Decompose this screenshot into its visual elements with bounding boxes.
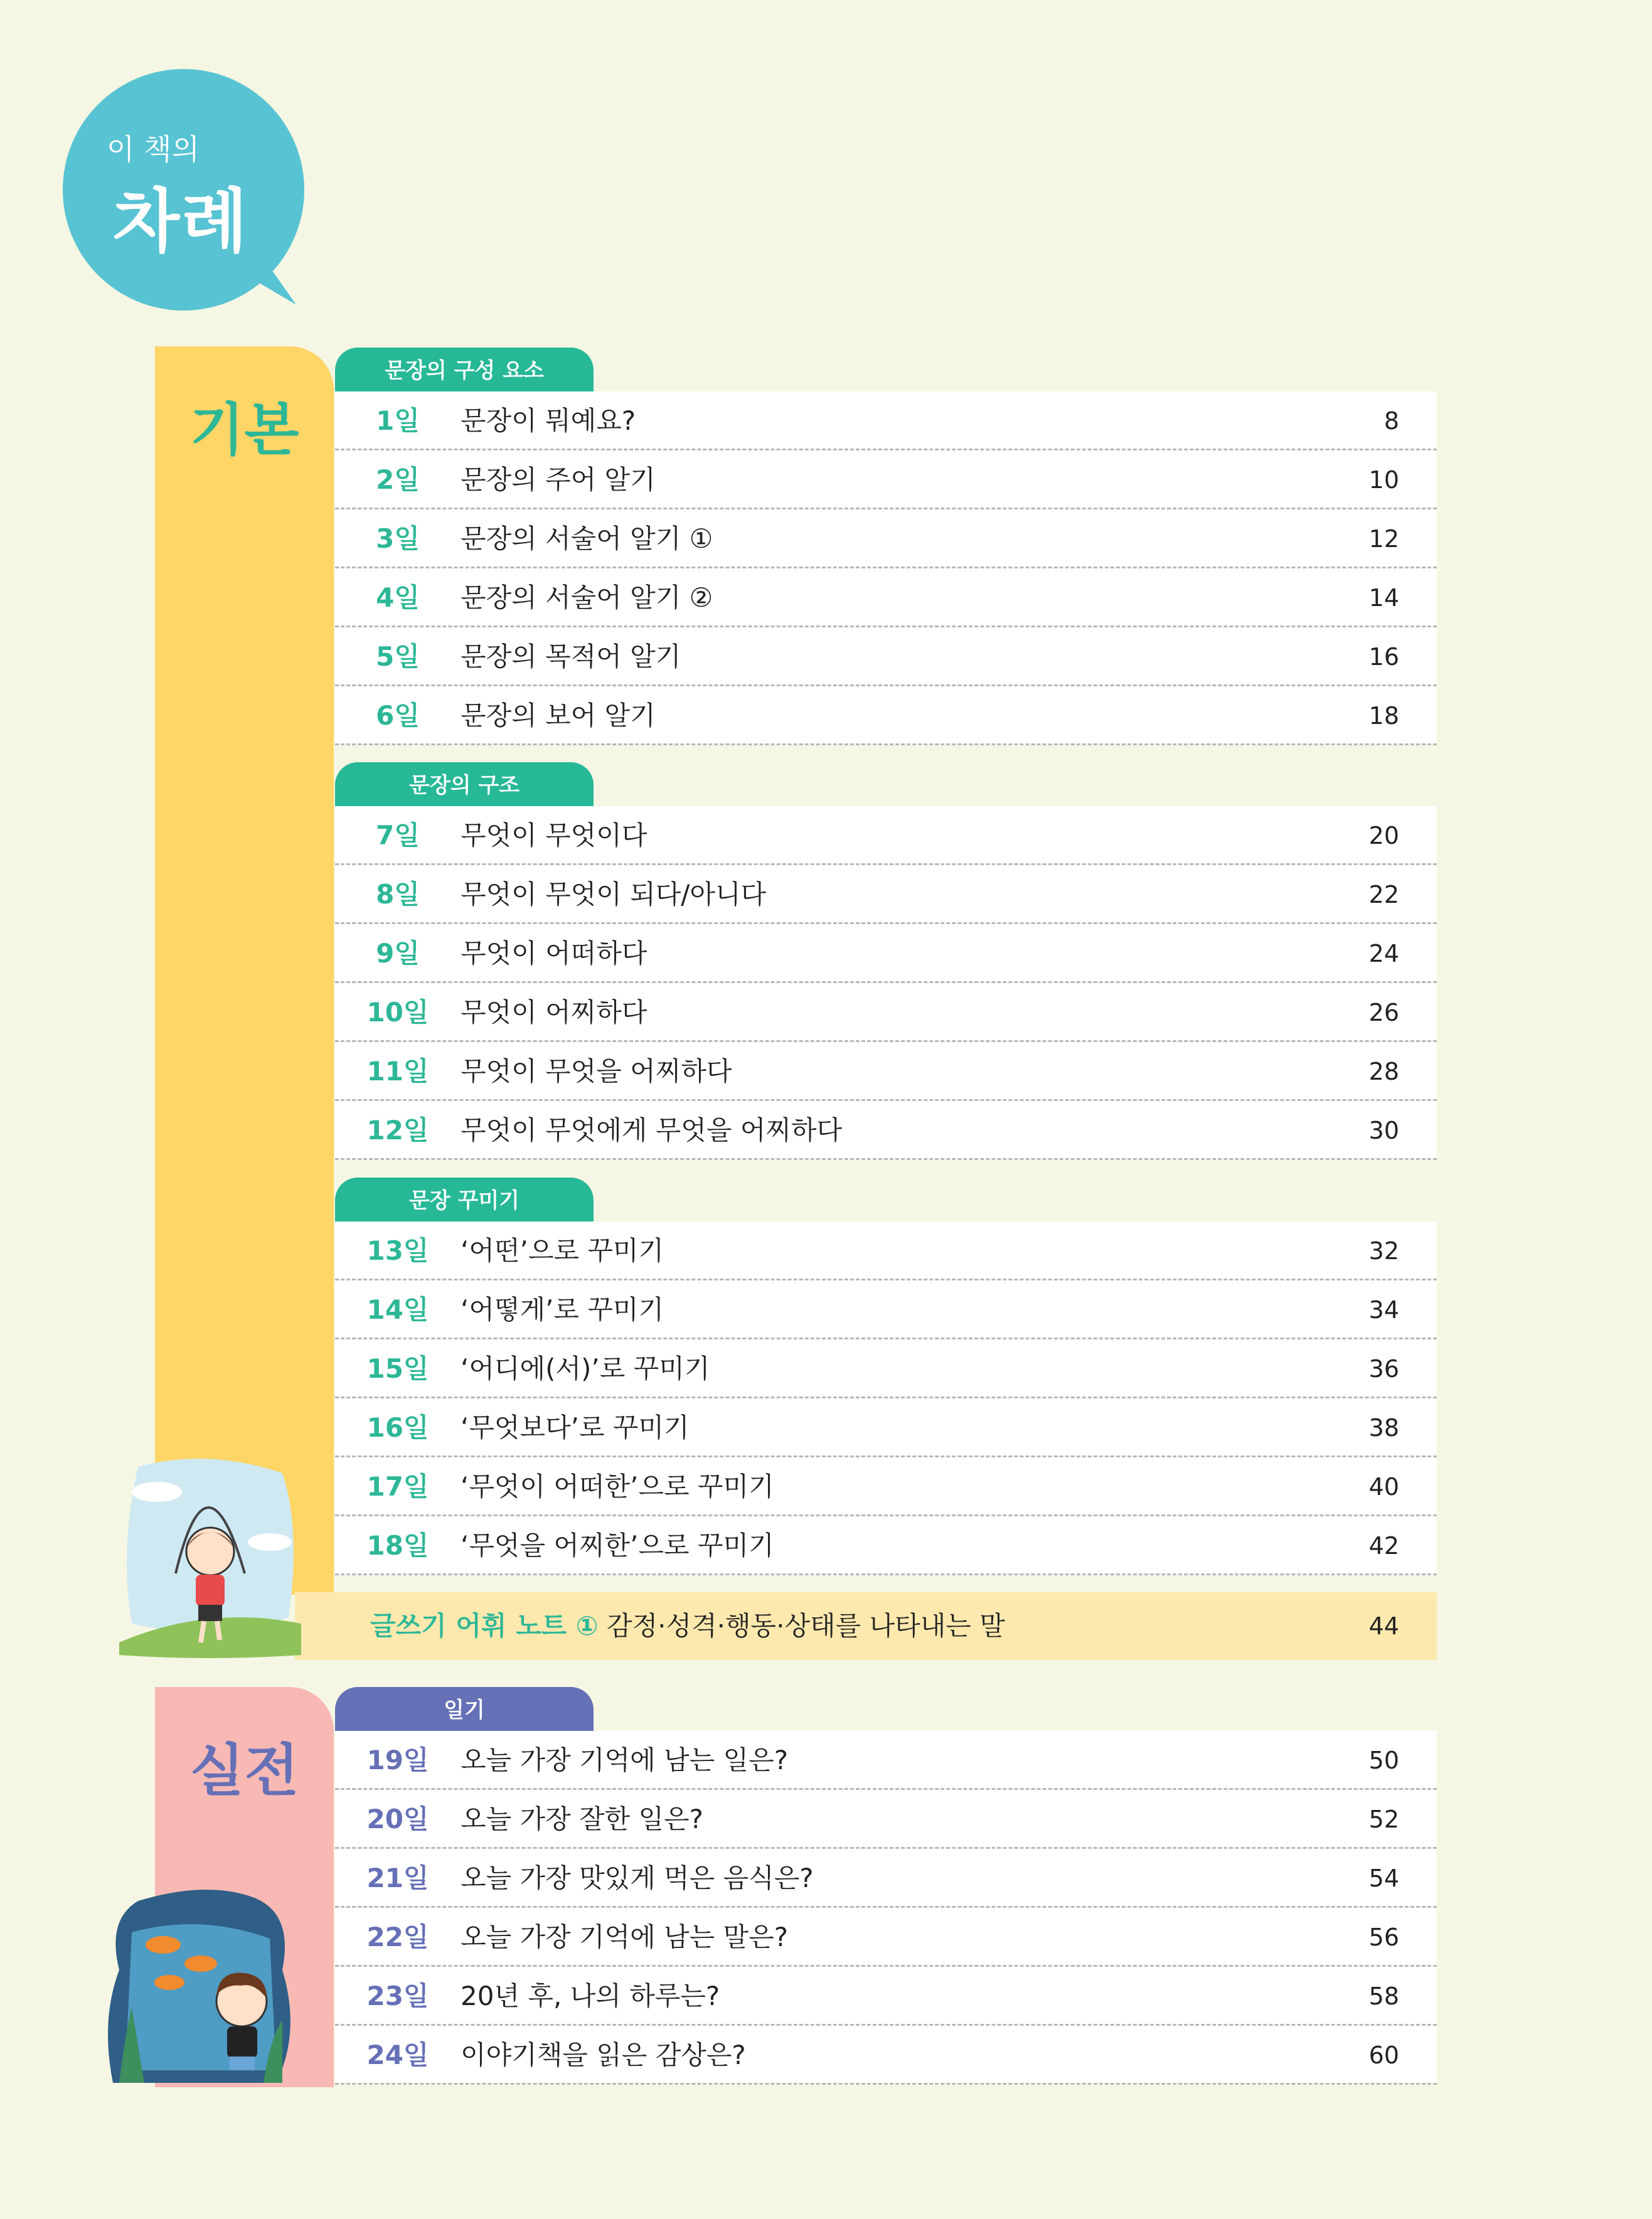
toc-page: 54 (1368, 1865, 1399, 1892)
toc-day: 19일 (366, 1745, 429, 1775)
toc-title: 무엇이 어떠하다 (461, 938, 647, 969)
toc-day: 22일 (366, 1922, 429, 1952)
leg (201, 1621, 204, 1642)
note-label: 글쓰기 어휘 노트 ① (370, 1610, 599, 1641)
toc-row[interactable] (335, 865, 1437, 924)
toc-row[interactable] (335, 1457, 1437, 1516)
toc-row[interactable] (335, 806, 1437, 865)
toc-page: 12 (1368, 525, 1399, 553)
note-title: 감정·성격·행동·상태를 나타내는 말 (607, 1610, 1005, 1641)
page-title: 차례 (113, 181, 249, 262)
toc-row[interactable] (335, 1339, 1437, 1398)
toc-day: 23일 (366, 1981, 429, 2011)
toc-day: 14일 (366, 1294, 429, 1325)
toc-title: 오늘 가장 기억에 남는 말은? (461, 1922, 788, 1952)
toc-title: 무엇이 무엇이 되다/아니다 (461, 879, 767, 910)
section-tab-decorate: 문장 꾸미기 (335, 1178, 594, 1221)
toc-day: 16일 (366, 1412, 429, 1443)
toc-page: 60 (1368, 2041, 1399, 2069)
part-label-basic: 기본 (189, 397, 299, 463)
toc-page: 56 (1368, 1924, 1399, 1951)
toc-row[interactable] (335, 568, 1437, 627)
toc-page: 14 (1368, 584, 1399, 612)
toc-row[interactable] (335, 1398, 1437, 1457)
toc-day: 2일 (376, 464, 420, 495)
toc-page: 52 (1368, 1806, 1399, 1833)
toc-row[interactable] (335, 1221, 1437, 1280)
aquarium-boy-illustration (94, 1882, 307, 2095)
clownfish-icon (146, 1936, 181, 1954)
toc-title: 문장의 주어 알기 (461, 464, 656, 495)
toc-row[interactable] (335, 1967, 1437, 2026)
cloud-icon (248, 1533, 292, 1551)
section-tab-components: 문장의 구성 요소 (335, 348, 594, 391)
toc-title: 오늘 가장 기억에 남는 일은? (461, 1745, 788, 1775)
toc-day: 12일 (366, 1115, 429, 1146)
shirt (196, 1575, 225, 1606)
toc-row[interactable] (335, 450, 1437, 509)
section-list-diary (335, 1731, 1437, 2085)
toc-page: 30 (1368, 1117, 1399, 1144)
toc-day: 5일 (376, 641, 420, 672)
toc-title: 문장이 뭐예요? (461, 405, 636, 436)
toc-day: 20일 (366, 1804, 429, 1834)
toc-title: 20년 후, 나의 하루는? (461, 1981, 720, 2011)
toc-title: ‘어떤’으로 꾸미기 (461, 1235, 664, 1266)
clownfish-icon (184, 1956, 217, 1972)
toc-page: 26 (1368, 999, 1399, 1026)
toc-day: 24일 (366, 2040, 429, 2070)
toc-row[interactable] (335, 1280, 1437, 1339)
toc-title: 이야기책을 읽은 감상은? (461, 2040, 746, 2070)
toc-day: 15일 (366, 1353, 429, 1384)
toc-row[interactable] (335, 509, 1437, 568)
toc-page: 18 (1368, 702, 1399, 730)
toc-title: 오늘 가장 맛있게 먹은 음식은? (461, 1863, 814, 1893)
toc-day: 17일 (366, 1471, 429, 1502)
toc-row[interactable] (335, 1731, 1437, 1790)
shorts (230, 2057, 255, 2070)
toc-day: 13일 (366, 1235, 429, 1266)
toc-title: ‘무엇을 어찌한’으로 꾸미기 (461, 1530, 774, 1561)
toc-row[interactable] (335, 1042, 1437, 1101)
clownfish-icon (154, 1975, 184, 1990)
toc-page: 22 (1368, 881, 1399, 908)
section-list-structure (335, 806, 1437, 1160)
toc-title: 오늘 가장 잘한 일은? (461, 1804, 703, 1834)
toc-row[interactable] (335, 1908, 1437, 1967)
toc-day: 4일 (376, 582, 420, 613)
cloud-icon (132, 1482, 182, 1502)
title-subtitle: 이 책의 (107, 132, 200, 166)
section-list-decorate (335, 1221, 1437, 1575)
face (186, 1528, 234, 1575)
toc-page: 58 (1368, 1982, 1399, 2010)
note-page: 44 (1368, 1612, 1399, 1640)
toc-title: ‘무엇이 어떠한’으로 꾸미기 (461, 1471, 774, 1502)
toc-row[interactable] (335, 686, 1437, 745)
toc-day: 6일 (376, 700, 420, 731)
toc-title: 무엇이 무엇이다 (461, 820, 647, 851)
toc-page: 10 (1368, 466, 1399, 494)
jump-rope-girl-illustration (113, 1454, 307, 1661)
toc-title: 문장의 보어 알기 (461, 700, 656, 731)
toc-row[interactable] (335, 391, 1437, 450)
toc-row[interactable] (335, 924, 1437, 983)
section-tab-structure: 문장의 구조 (335, 762, 594, 806)
toc-day: 9일 (376, 938, 420, 969)
toc-title: 무엇이 무엇에게 무엇을 어찌하다 (461, 1115, 843, 1146)
toc-day: 18일 (366, 1530, 429, 1561)
toc-day: 7일 (376, 820, 420, 851)
toc-row[interactable] (335, 1790, 1437, 1849)
toc-page: 16 (1368, 643, 1399, 671)
toc-row[interactable] (335, 983, 1437, 1042)
section-list-components (335, 391, 1437, 745)
toc-row[interactable] (335, 627, 1437, 686)
toc-title: ‘어디에(서)’로 꾸미기 (461, 1353, 710, 1384)
toc-page: 34 (1368, 1296, 1399, 1324)
toc-page: 28 (1368, 1058, 1399, 1085)
toc-page: 36 (1368, 1355, 1399, 1383)
toc-title: 문장의 목적어 알기 (461, 641, 681, 672)
toc-row[interactable] (335, 1101, 1437, 1160)
toc-title: 무엇이 어찌하다 (461, 997, 647, 1028)
toc-day: 11일 (366, 1056, 429, 1087)
leg (217, 1621, 220, 1640)
toc-page: 20 (1368, 822, 1399, 849)
toc-page: 42 (1368, 1532, 1399, 1560)
toc-row[interactable] (335, 1516, 1437, 1575)
toc-page: 40 (1368, 1473, 1399, 1501)
shirt (227, 2026, 257, 2058)
shorts (198, 1605, 222, 1621)
part-label-practice: 실전 (189, 1738, 299, 1804)
section-tab-diary: 일기 (335, 1687, 594, 1731)
part-bar-basic (155, 346, 334, 1595)
vocabulary-note-row[interactable] (295, 1592, 1437, 1660)
toc-page: 32 (1368, 1237, 1399, 1265)
toc-day: 1일 (376, 405, 420, 436)
toc-page: 38 (1368, 1414, 1399, 1442)
toc-day: 21일 (366, 1863, 429, 1893)
toc-title: ‘어떻게’로 꾸미기 (461, 1294, 664, 1325)
toc-title: ‘무엇보다’로 꾸미기 (461, 1412, 690, 1443)
toc-title: 문장의 서술어 알기 ① (461, 523, 713, 554)
toc-row[interactable] (335, 1849, 1437, 1908)
toc-day: 3일 (376, 523, 420, 554)
toc-row[interactable] (335, 2026, 1437, 2085)
toc-day: 10일 (366, 997, 429, 1028)
toc-title: 무엇이 무엇을 어찌하다 (461, 1056, 732, 1087)
toc-title: 문장의 서술어 알기 ② (461, 582, 713, 613)
toc-page: 8 (1383, 407, 1399, 435)
toc-page: 50 (1368, 1747, 1399, 1774)
toc-page: 24 (1368, 940, 1399, 967)
toc-day: 8일 (376, 879, 420, 910)
